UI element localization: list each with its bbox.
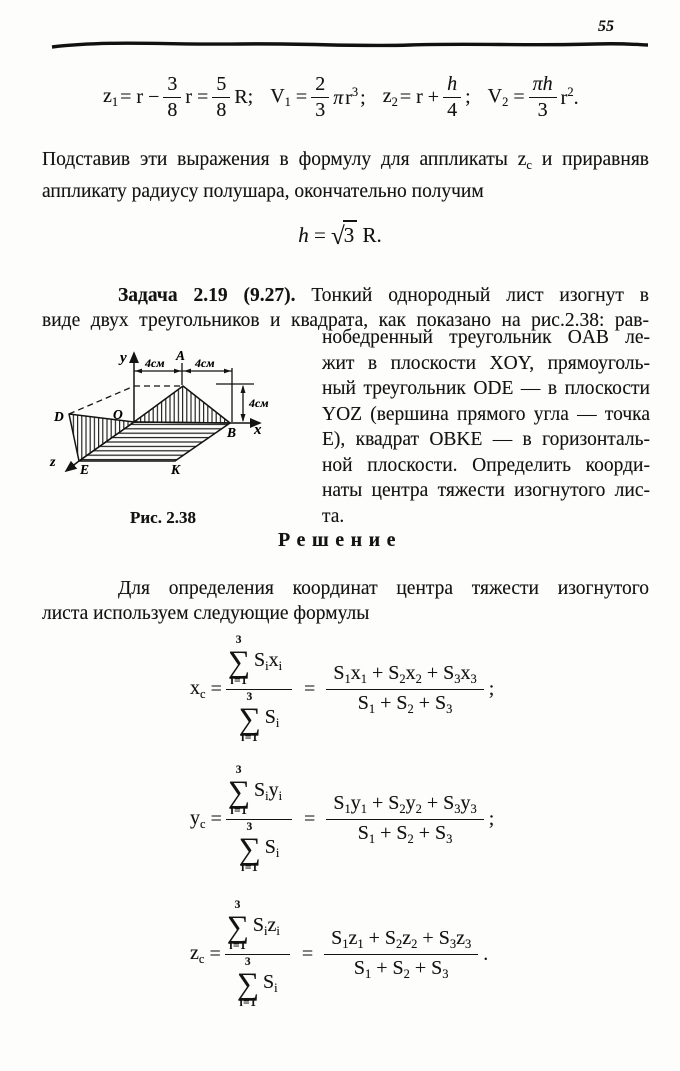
math-sup: 2 xyxy=(567,84,574,99)
math-var: S xyxy=(333,792,345,815)
math-var: + S xyxy=(421,792,455,815)
text-line: жит в плоскости XOY, прямоуголь- xyxy=(322,352,650,374)
page-number: 55 xyxy=(598,18,614,35)
math-sub: 1 xyxy=(111,94,119,109)
denominator: 4 xyxy=(447,98,458,121)
sum-lower-limit: i=1 xyxy=(230,674,248,687)
denominator xyxy=(358,690,453,717)
point-D-label: D xyxy=(54,409,64,424)
dim-label-left: 4см xyxy=(145,356,165,370)
dim-arrow xyxy=(135,369,142,374)
paragraph-substitution xyxy=(42,147,649,204)
math-var: z xyxy=(190,942,199,965)
denominator: 3 xyxy=(315,98,326,121)
denominator xyxy=(358,820,453,847)
text: и приравняв xyxy=(541,149,649,170)
text-line: нобедренный треугольник OAB ле- xyxy=(322,327,650,348)
sum-fraction xyxy=(225,900,290,1010)
math-token: ; xyxy=(488,678,495,701)
math-sub: 2 xyxy=(502,94,509,109)
axis-z-label: z xyxy=(50,455,56,470)
fraction-2-3 xyxy=(311,73,329,121)
text-line: та. xyxy=(322,505,345,527)
math-var: x xyxy=(268,648,279,671)
numerator: 2 xyxy=(311,73,329,97)
math-var: x xyxy=(190,677,200,700)
text-line: YOZ (вершина прямого угла — точка xyxy=(322,403,650,425)
math-var: y xyxy=(268,778,279,801)
text-line xyxy=(42,147,649,179)
point-B-label: B xyxy=(227,425,237,440)
math-token: R; xyxy=(234,85,254,108)
text-line: ный треугольник ODE — в плоскости xyxy=(322,378,650,399)
math-token xyxy=(103,85,118,110)
math-var: y xyxy=(350,792,361,815)
sum-upper-limit: 3 xyxy=(246,691,253,704)
sigma-icon: ∑ xyxy=(227,773,250,809)
fraction-h-4 xyxy=(443,73,461,121)
math-sub: 2 xyxy=(403,967,410,982)
math-var: V xyxy=(270,84,285,107)
math-var: S xyxy=(357,822,369,845)
figure-2-38 xyxy=(45,344,285,480)
math-token: = xyxy=(301,943,314,966)
math-lhs xyxy=(190,942,204,967)
summation xyxy=(237,957,259,1009)
math-sub: 2 xyxy=(399,672,406,687)
math-sub: 1 xyxy=(368,702,376,717)
math-sub: 3 xyxy=(442,967,449,982)
math-sub: 1 xyxy=(360,672,367,687)
sum-upper-limit: 3 xyxy=(246,821,253,834)
math-var: + S xyxy=(409,957,443,980)
math-sub: 3 xyxy=(470,802,477,817)
math-sub: 3 xyxy=(464,937,472,952)
math-var: + S xyxy=(366,792,400,815)
text: Тонкий однородный лист изогнут в xyxy=(311,285,649,306)
math-token xyxy=(488,85,509,110)
dim-label-right: 4см xyxy=(195,356,215,370)
math-var: S xyxy=(252,913,264,936)
math-var: + S xyxy=(366,662,400,685)
sum-fraction xyxy=(226,635,292,745)
numerator xyxy=(225,900,290,955)
sigma-icon: ∑ xyxy=(238,700,261,736)
sum-lower-limit: i=1 xyxy=(230,804,248,817)
math-sub: 2 xyxy=(399,802,406,817)
math-sub: c xyxy=(200,687,206,702)
figure-caption: Рис. 2.38 xyxy=(130,508,196,527)
math-var: S xyxy=(253,648,266,671)
equation-z1-v1-z2-v2 xyxy=(103,68,579,126)
math-pi: π xyxy=(532,73,543,96)
problem-line-1 xyxy=(42,283,649,309)
text-line: Е), квадрат OBKE — в горизонталь- xyxy=(322,429,650,450)
math-token: = xyxy=(304,808,316,831)
math-token: = xyxy=(513,85,525,108)
math-token: = xyxy=(209,943,221,966)
radicand: 3 xyxy=(343,220,358,247)
math-var: + S xyxy=(421,662,455,685)
math-var: S xyxy=(264,706,276,729)
math-sub: 1 xyxy=(357,937,364,952)
denominator: 8 xyxy=(216,98,227,121)
math-var: h xyxy=(542,73,553,96)
math-sub: 3 xyxy=(446,832,453,847)
math-sub: 3 xyxy=(470,672,477,687)
summation xyxy=(239,692,261,744)
math-var: x xyxy=(405,662,416,685)
dim-arrow xyxy=(224,369,231,374)
math-sub: 2 xyxy=(411,937,418,952)
numerator xyxy=(226,765,292,820)
math-var: y xyxy=(460,792,471,815)
math-sub: i xyxy=(263,923,268,938)
math-var: y xyxy=(190,807,200,830)
math-token: = xyxy=(313,223,326,247)
numerator: h xyxy=(443,73,461,97)
denominator xyxy=(239,690,280,744)
axis-y-label: y xyxy=(120,350,127,366)
math-token xyxy=(561,85,579,110)
math-sub: i xyxy=(275,846,280,861)
math-token: = r − xyxy=(120,85,160,108)
sigma-icon: ∑ xyxy=(238,830,261,866)
summation xyxy=(228,635,250,687)
triangle-OAB xyxy=(134,386,230,423)
numerator: 5 xyxy=(212,73,230,97)
math-token: = xyxy=(295,85,308,108)
numerator xyxy=(326,792,483,820)
expanded-fraction xyxy=(324,927,478,982)
equation-zc xyxy=(190,900,488,1010)
math-sub: 2 xyxy=(415,802,422,817)
math-var: z xyxy=(402,927,412,950)
math-var: S xyxy=(331,927,343,950)
math-sub: i xyxy=(275,716,280,731)
math-var: S xyxy=(353,957,365,980)
sum-terms xyxy=(253,914,280,939)
math-sub: 3 xyxy=(449,937,457,952)
math-sub: i xyxy=(278,788,283,803)
math-var: x xyxy=(350,662,361,685)
math-token: = xyxy=(304,678,316,701)
sum-terms xyxy=(263,971,278,996)
sum-fraction xyxy=(226,765,292,875)
math-var: z xyxy=(267,913,277,936)
math-sub: 1 xyxy=(284,94,291,109)
sum-terms xyxy=(265,706,280,731)
sum-lower-limit: i=1 xyxy=(239,997,257,1010)
math-sub: i xyxy=(276,923,280,938)
math-var: x xyxy=(460,662,471,685)
problem-right-column xyxy=(322,325,650,529)
math-token xyxy=(270,85,291,110)
sum-terms xyxy=(254,649,282,674)
numerator xyxy=(326,662,483,690)
solution-paragraph-line-1: Для определения координат центра тяжести изогнутого xyxy=(118,578,649,599)
math-sub: 2 xyxy=(396,937,403,952)
sum-terms xyxy=(254,779,282,804)
dim-arrow xyxy=(174,369,181,374)
numerator: 3 xyxy=(163,73,181,97)
radical-sign: √ xyxy=(331,223,343,250)
sigma-icon: ∑ xyxy=(226,908,249,944)
math-var: z xyxy=(103,84,112,107)
solution-heading: Решение xyxy=(277,529,402,551)
dim-arrow xyxy=(241,414,246,422)
math-var: + S xyxy=(413,822,447,845)
math-sub: 1 xyxy=(368,832,376,847)
text-line: наты центра тяжести изогнутого лис- xyxy=(322,480,650,501)
math-lhs xyxy=(190,677,206,702)
fraction-5-8 xyxy=(212,73,230,121)
point-E-label: E xyxy=(80,462,90,477)
math-var: r xyxy=(345,86,352,109)
expanded-fraction xyxy=(326,662,483,717)
math-token: = xyxy=(210,808,222,831)
math-var: h xyxy=(298,223,309,247)
equation-h-sqrt3R xyxy=(0,223,680,249)
sum-upper-limit: 3 xyxy=(234,899,241,911)
math-token: . xyxy=(483,943,489,966)
math-sub: c xyxy=(198,952,205,967)
solution-paragraph-line-2: листа используем следующие формулы xyxy=(42,603,370,624)
denominator: 3 xyxy=(537,98,548,121)
math-token: R. xyxy=(362,223,382,247)
math-token: ; xyxy=(360,86,366,109)
sigma-icon: ∑ xyxy=(236,965,260,1001)
math-pi: π xyxy=(333,86,344,109)
math-sub: 1 xyxy=(342,937,349,952)
math-var: y xyxy=(405,792,416,815)
math-var: + S xyxy=(363,927,397,950)
math-sub: i xyxy=(274,981,278,996)
math-var: + S xyxy=(375,692,408,715)
math-sub: 1 xyxy=(344,672,351,687)
dim-label-height: 4см xyxy=(249,396,269,410)
math-sub: 2 xyxy=(407,702,414,717)
math-sub: 3 xyxy=(446,702,453,717)
math-sub: 3 xyxy=(454,672,461,687)
sum-lower-limit: i=1 xyxy=(241,732,259,745)
math-var: S xyxy=(333,662,345,685)
fraction-3-8 xyxy=(163,73,181,121)
sum-lower-limit: i=1 xyxy=(241,862,259,875)
axis-z xyxy=(66,461,79,471)
math-var: z xyxy=(348,927,358,950)
dim-arrow xyxy=(241,385,246,393)
sum-lower-limit: i=1 xyxy=(229,939,247,952)
math-lhs xyxy=(190,807,206,832)
math-var: r xyxy=(560,86,568,109)
problem-title: Задача 2.19 (9.27). xyxy=(118,285,296,306)
math-var: + S xyxy=(417,927,450,950)
math-sub: c xyxy=(200,817,206,832)
denominator: 8 xyxy=(167,98,178,121)
math-var: z xyxy=(456,927,465,950)
sum-upper-limit: 3 xyxy=(244,956,252,969)
header-rule xyxy=(50,36,650,52)
math-sub: i xyxy=(278,658,283,673)
math-token: = r + xyxy=(399,85,440,108)
math-sub: 1 xyxy=(344,802,351,817)
math-token: = xyxy=(210,678,222,701)
math-sub: 2 xyxy=(407,832,414,847)
point-A-label: A xyxy=(176,348,186,363)
math-sub: 1 xyxy=(364,967,372,982)
sum-terms xyxy=(265,836,280,861)
denominator xyxy=(354,955,449,982)
math-sub: c xyxy=(526,158,532,172)
expanded-fraction xyxy=(326,792,483,847)
numerator xyxy=(324,927,478,955)
math-sub: 2 xyxy=(415,672,422,687)
text-line: аппликату радиусу полушара, окончательно получим xyxy=(42,180,484,202)
fraction-pih-3 xyxy=(529,73,557,121)
summation xyxy=(227,900,249,952)
math-var: S xyxy=(253,778,266,801)
math-var: S xyxy=(263,971,275,994)
math-token: . xyxy=(573,86,579,109)
math-token: ; xyxy=(488,808,495,831)
math-var: S xyxy=(264,836,276,859)
equation-xc xyxy=(190,635,494,745)
math-sub: 2 xyxy=(391,94,398,109)
sigma-icon: ∑ xyxy=(227,643,250,679)
math-token: r = xyxy=(185,85,209,108)
point-K-label: K xyxy=(171,462,181,477)
denominator xyxy=(237,955,278,1009)
math-var: + S xyxy=(413,692,447,715)
math-token xyxy=(333,85,366,110)
text-line: ной плоскости. Определить коорди- xyxy=(322,454,650,476)
math-sub: 1 xyxy=(360,802,367,817)
axis-x-label: x xyxy=(254,422,262,438)
math-sub: i xyxy=(265,788,269,803)
sum-upper-limit: 3 xyxy=(235,764,243,776)
math-var: z xyxy=(382,84,392,107)
numerator xyxy=(226,635,292,690)
math-token: ; xyxy=(465,85,471,108)
equation-yc xyxy=(190,765,494,875)
text: Подставив эти выражения в формулу для аппликаты z xyxy=(42,149,527,170)
sum-upper-limit: 3 xyxy=(235,634,243,646)
math-sub: 3 xyxy=(454,802,461,817)
dim-arrow xyxy=(184,369,191,374)
math-var: + S xyxy=(371,957,404,980)
math-token xyxy=(383,85,398,110)
math-var: V xyxy=(487,84,503,107)
summation xyxy=(228,765,250,817)
math-sup: 3 xyxy=(351,84,359,99)
summation xyxy=(239,822,261,874)
point-O-label: O xyxy=(113,407,123,422)
denominator xyxy=(239,820,280,874)
numerator xyxy=(529,73,557,97)
math-var: + S xyxy=(375,822,408,845)
math-var: S xyxy=(357,692,369,715)
math-sub: i xyxy=(265,658,269,673)
problem-line-2: виде двух треугольников и квадрата, как показано на рис.2.38: рав- xyxy=(42,310,649,331)
